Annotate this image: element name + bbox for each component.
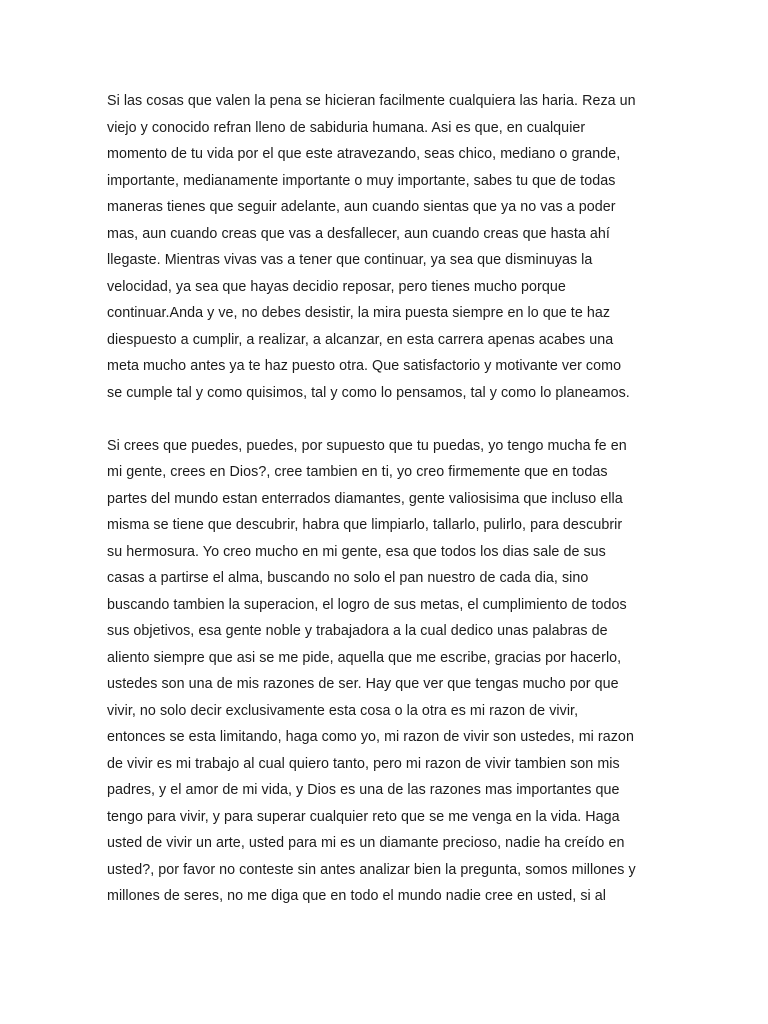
text-line: Si las cosas que valen la pena se hicieran facilmente cualquiera las haria. Reza un: [107, 93, 636, 109]
text-line: su hermosura. Yo creo mucho en mi gente, esa que todos los dias sale de sus: [107, 543, 606, 560]
text-line: aliento siempre que asi se me pide, aquella que me escribe, gracias por hacerlo,: [107, 649, 622, 666]
text-line: momento de tu vida por el que este atravezando, seas chico, mediano o grande,: [107, 146, 621, 162]
paragraph-spacer: [107, 406, 663, 433]
text-line: Si crees que puedes, puedes, por supuesto que tu puedas, yo tengo mucha fe en: [107, 437, 627, 454]
text-line: continuar.Anda y ve, no debes desistir, la mira puesta siempre en lo que te haz: [107, 305, 611, 321]
text-line: partes del mundo estan enterrados diamantes, gente valiosisima que incluso ella: [107, 490, 623, 507]
paragraph-1: [107, 88, 663, 406]
text-line: meta mucho antes ya te haz puesto otra. Que satisfactorio y motivante ver como: [107, 358, 622, 374]
text-line: tengo para vivir, y para superar cualquier reto que se me venga en la vida. Haga: [107, 808, 620, 825]
text-line: buscando tambien la superacion, el logro de sus metas, el cumplimiento de todos: [107, 596, 627, 613]
text-line: misma se tiene que descubrir, habra que limpiarlo, tallarlo, pulirlo, para descubrir: [107, 517, 623, 534]
text-line: maneras tienes que seguir adelante, aun cuando sientas que ya no vas a poder: [107, 199, 616, 215]
text-line: sus objetivos, esa gente noble y trabajadora a la cual dedico unas palabras de: [107, 623, 608, 640]
text-line: llegaste. Mientras vivas vas a tener que continuar, ya sea que disminuyas la: [107, 252, 593, 268]
document-body: [107, 88, 663, 910]
text-line: vivir, no solo decir exclusivamente esta cosa o la otra es mi razon de vivir,: [107, 702, 579, 719]
text-line: millones de seres, no me diga que en todo el mundo nadie cree en usted, si al: [107, 888, 606, 905]
text-line: usted de vivir un arte, usted para mi es un diamante precioso, nadie ha creído en: [107, 835, 625, 852]
paragraph-2: [107, 433, 663, 910]
text-line: mi gente, crees en Dios?, cree tambien en ti, yo creo firmemente que en todas: [107, 464, 608, 481]
text-line: se cumple tal y como quisimos, tal y como lo pensamos, tal y como lo planeamos.: [107, 384, 630, 401]
text-line: mas, aun cuando creas que vas a desfallecer, aun cuando creas que hasta ahí: [107, 225, 610, 242]
text-line: padres, y el amor de mi vida, y Dios es una de las razones mas importantes que: [107, 782, 620, 799]
text-line: casas a partirse el alma, buscando no solo el pan nuestro de cada dia, sino: [107, 570, 589, 587]
text-line: viejo y conocido refran lleno de sabiduria humana. Asi es que, en cualquier: [107, 119, 586, 136]
text-line: velocidad, ya sea que hayas decidio reposar, pero tienes mucho porque: [107, 278, 566, 295]
text-line: usted?, por favor no conteste sin antes analizar bien la pregunta, somos millones y: [107, 861, 636, 878]
text-line: de vivir es mi trabajo al cual quiero tanto, pero mi razon de vivir tambien son mis: [107, 755, 620, 772]
text-line: diespuesto a cumplir, a realizar, a alcanzar, en esta carrera apenas acabes una: [107, 331, 614, 348]
text-line: importante, medianamente importante o muy importante, sabes tu que de todas: [107, 172, 616, 189]
text-line: ustedes son una de mis razones de ser. Hay que ver que tengas mucho por que: [107, 676, 619, 693]
text-line: entonces se esta limitando, haga como yo, mi razon de vivir son ustedes, mi razon: [107, 729, 634, 746]
